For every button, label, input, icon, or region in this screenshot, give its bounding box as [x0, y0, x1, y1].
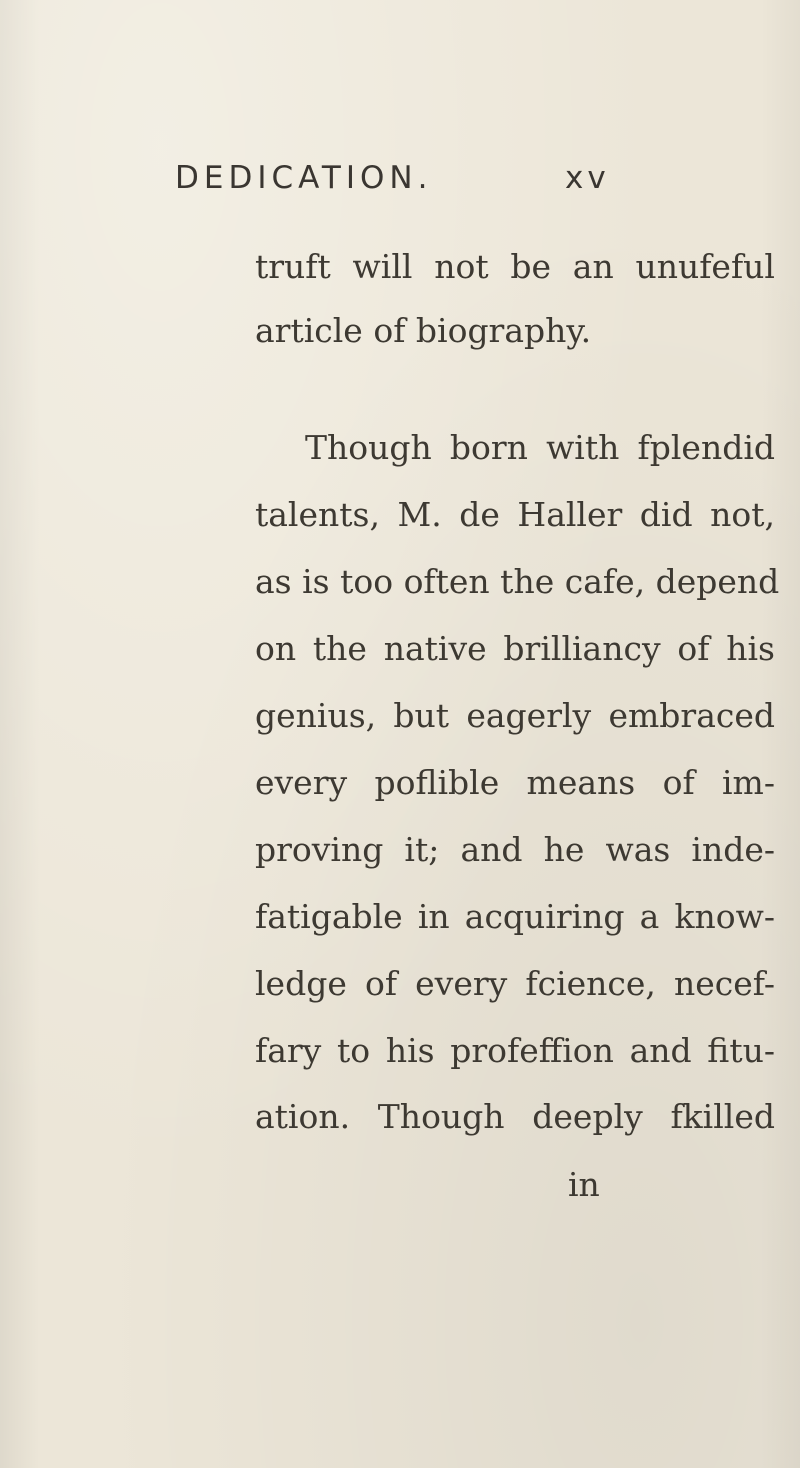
- text-line-7: genius, but eagerly embraced: [255, 696, 775, 735]
- text-line-9: proving it; and he was inde-: [255, 830, 775, 869]
- text-line-12: fary to his profeffion and fitu-: [255, 1031, 775, 1070]
- catchword: in: [568, 1165, 600, 1204]
- text-line-2: article of biography.: [255, 311, 592, 350]
- text-line-4: talents, M. de Haller did not,: [255, 495, 775, 534]
- running-head: DEDICATION.: [175, 160, 433, 196]
- text-line-6: on the native brilliancy of his: [255, 629, 775, 668]
- text-line-10: fatigable in acquiring a know-: [255, 897, 775, 936]
- text-line-13: ation. Though deeply fkilled: [255, 1097, 775, 1136]
- page-number: xv: [565, 160, 610, 196]
- text-line-8: every poflible means of im-: [255, 763, 775, 802]
- text-line-5: as is too often the cafe, depend: [255, 562, 780, 601]
- text-line-11: ledge of every fcience, necef-: [255, 964, 775, 1003]
- text-line-3: Though born with fplendid: [305, 428, 775, 467]
- text-line-1: truft will not be an unufeful: [255, 247, 775, 286]
